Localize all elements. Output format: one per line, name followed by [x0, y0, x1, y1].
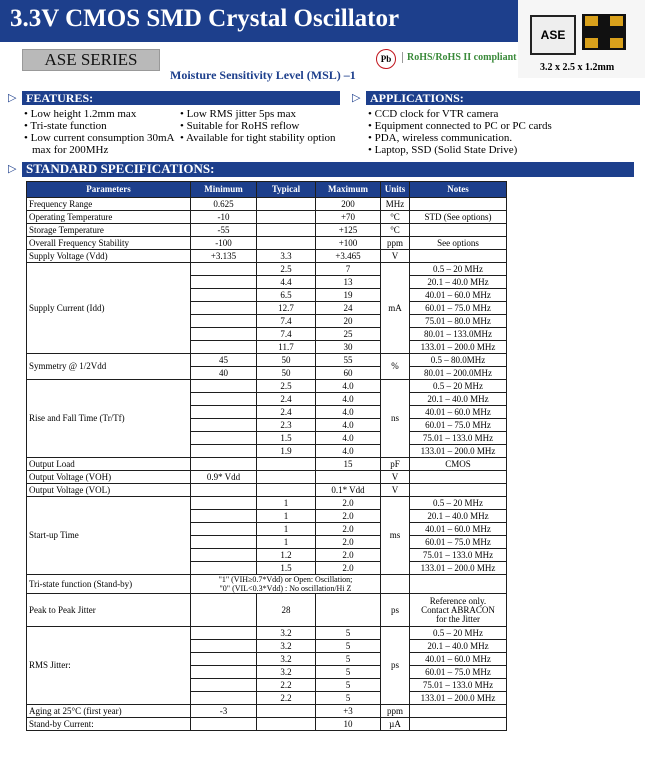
table-cell: 2.5	[257, 380, 316, 393]
table-cell	[191, 315, 257, 328]
table-cell: 30	[316, 341, 381, 354]
feature-item: • Low height 1.2mm max	[24, 108, 179, 120]
table-cell	[191, 289, 257, 302]
table-cell: °C	[381, 224, 410, 237]
param-name-cell: Output Load	[27, 458, 191, 471]
table-cell: 4.0	[316, 432, 381, 445]
table-cell	[257, 705, 316, 718]
table-cell: 1.9	[257, 445, 316, 458]
table-row	[27, 458, 507, 471]
table-cell	[257, 224, 316, 237]
feature-item: • Tri-state function	[24, 120, 179, 132]
param-name-cell: Peak to Peak Jitter	[27, 594, 191, 627]
table-cell: 60	[316, 367, 381, 380]
table-row	[27, 594, 507, 627]
table-cell	[191, 523, 257, 536]
table-cell	[191, 380, 257, 393]
table-cell	[257, 458, 316, 471]
table-cell: ppm	[381, 705, 410, 718]
specs-heading: STANDARD SPECIFICATIONS:	[22, 162, 634, 177]
application-item: • CCD clock for VTR camera	[368, 108, 638, 120]
table-row	[27, 497, 507, 510]
table-cell: µA	[381, 718, 410, 731]
table-header-row	[27, 182, 507, 198]
table-cell: 200	[316, 198, 381, 211]
col-header: Parameters	[27, 182, 191, 198]
note-cell: 133.01 – 200.0 MHz	[410, 562, 507, 575]
table-cell: 0.625	[191, 198, 257, 211]
table-row	[27, 575, 507, 594]
col-header: Notes	[410, 182, 507, 198]
table-cell: 3.3	[257, 250, 316, 263]
param-name-cell: RMS Jitter:	[27, 627, 191, 705]
table-cell: 1.5	[257, 562, 316, 575]
rohs-label: RoHS/RoHS II compliant	[402, 52, 516, 63]
table-cell	[191, 718, 257, 731]
note-cell: 75.01 – 80.0 MHz	[410, 315, 507, 328]
table-cell: 2.4	[257, 406, 316, 419]
note-cell: 75.01 – 133.0 MHz	[410, 432, 507, 445]
note-cell: 133.01 – 200.0 MHz	[410, 445, 507, 458]
arrow-right-icon: ▷	[8, 163, 17, 175]
table-cell	[191, 419, 257, 432]
table-cell: 1	[257, 510, 316, 523]
note-cell: 20.1 – 40.0 MHz	[410, 276, 507, 289]
table-cell	[191, 406, 257, 419]
feature-item: • Low current consumption 30mA max for 200MHz	[24, 132, 179, 156]
table-cell	[381, 575, 410, 594]
dimensions-label: 3.2 x 2.5 x 1.2mm	[540, 62, 615, 73]
unit-cell: %	[381, 354, 410, 380]
table-cell	[191, 594, 257, 627]
table-cell: 13	[316, 276, 381, 289]
table-cell: 12.7	[257, 302, 316, 315]
table-cell: 5	[316, 627, 381, 640]
table-cell: 3.2	[257, 666, 316, 679]
note-cell: 0.5 – 20 MHz	[410, 380, 507, 393]
table-cell: 2.4	[257, 393, 316, 406]
table-cell: 2.5	[257, 263, 316, 276]
table-cell: 2.0	[316, 497, 381, 510]
param-name-cell: Aging at 25°C (first year)	[27, 705, 191, 718]
table-cell	[191, 276, 257, 289]
col-header: Typical	[257, 182, 316, 198]
table-cell: 5	[316, 666, 381, 679]
table-cell: 10	[316, 718, 381, 731]
table-cell	[410, 250, 507, 263]
table-cell: -3	[191, 705, 257, 718]
applications-list	[368, 108, 638, 156]
application-item: • Equipment connected to PC or PC cards	[368, 120, 638, 132]
unit-cell: ps	[381, 627, 410, 705]
table-cell: 1	[257, 497, 316, 510]
unit-cell: mA	[381, 263, 410, 354]
note-cell: 80.01 – 133.0MHz	[410, 328, 507, 341]
table-row	[27, 380, 507, 393]
table-cell: 2.0	[316, 510, 381, 523]
series-label: ASE SERIES	[22, 49, 160, 71]
table-cell	[257, 237, 316, 250]
table-row	[27, 627, 507, 640]
table-row	[27, 237, 507, 250]
table-cell: 4.0	[316, 445, 381, 458]
note-cell: 40.01 – 60.0 MHz	[410, 653, 507, 666]
table-cell	[191, 302, 257, 315]
chip-marking: ASE	[530, 15, 576, 55]
table-cell: 7.4	[257, 315, 316, 328]
table-cell	[410, 705, 507, 718]
table-cell: 2.0	[316, 536, 381, 549]
note-cell: 40.01 – 60.0 MHz	[410, 289, 507, 302]
table-cell: 6.5	[257, 289, 316, 302]
table-cell	[191, 328, 257, 341]
table-cell	[191, 640, 257, 653]
table-cell: -55	[191, 224, 257, 237]
note-cell: 60.01 – 75.0 MHz	[410, 302, 507, 315]
table-cell	[191, 445, 257, 458]
table-cell: +3.135	[191, 250, 257, 263]
table-row	[27, 471, 507, 484]
table-cell	[191, 562, 257, 575]
table-cell: 50	[257, 367, 316, 380]
table-cell	[191, 497, 257, 510]
table-cell: 24	[316, 302, 381, 315]
lead-free-icon: Pb	[376, 49, 396, 69]
unit-cell: ms	[381, 497, 410, 575]
param-name-cell: Output Voltage (VOL)	[27, 484, 191, 497]
table-cell: +100	[316, 237, 381, 250]
table-cell: 55	[316, 354, 381, 367]
table-cell: 0.9* Vdd	[191, 471, 257, 484]
param-name-cell: Storage Temperature	[27, 224, 191, 237]
note-cell: 60.01 – 75.0 MHz	[410, 419, 507, 432]
table-cell: 2.0	[316, 523, 381, 536]
note-cell: 20.1 – 40.0 MHz	[410, 510, 507, 523]
table-cell	[191, 679, 257, 692]
table-cell: 50	[257, 354, 316, 367]
table-cell: 11.7	[257, 341, 316, 354]
table-cell: 45	[191, 354, 257, 367]
col-header: Minimum	[191, 182, 257, 198]
param-name-cell: Tri-state function (Stand-by)	[27, 575, 191, 594]
param-name-cell: Stand-by Current:	[27, 718, 191, 731]
table-cell: 3.2	[257, 640, 316, 653]
table-cell: See options	[410, 237, 507, 250]
table-cell	[191, 653, 257, 666]
table-cell: pF	[381, 458, 410, 471]
param-name-cell: Operating Temperature	[27, 211, 191, 224]
param-name-cell: Supply Current (Idd)	[27, 263, 191, 354]
table-row	[27, 705, 507, 718]
table-cell	[257, 484, 316, 497]
table-cell	[410, 718, 507, 731]
table-cell: STD (See options)	[410, 211, 507, 224]
table-row	[27, 250, 507, 263]
table-cell	[191, 536, 257, 549]
table-cell	[191, 432, 257, 445]
note-cell: 0.5 – 20 MHz	[410, 627, 507, 640]
table-row	[27, 198, 507, 211]
param-name-cell: Output Voltage (VOH)	[27, 471, 191, 484]
table-cell: 5	[316, 692, 381, 705]
arrow-right-icon: ▷	[352, 92, 361, 104]
note-cell: 40.01 – 60.0 MHz	[410, 406, 507, 419]
table-cell: V	[381, 250, 410, 263]
table-cell: -10	[191, 211, 257, 224]
table-cell: +3.465	[316, 250, 381, 263]
table-cell: 2.3	[257, 419, 316, 432]
table-cell	[191, 393, 257, 406]
table-cell: 4.4	[257, 276, 316, 289]
table-cell: 5	[316, 679, 381, 692]
table-cell: 3.2	[257, 627, 316, 640]
note-cell: 0.5 – 20 MHz	[410, 263, 507, 276]
table-cell	[257, 718, 316, 731]
table-cell	[191, 692, 257, 705]
table-cell: 4.0	[316, 380, 381, 393]
table-row	[27, 263, 507, 276]
table-cell: 4.0	[316, 406, 381, 419]
table-cell	[191, 458, 257, 471]
table-cell: 7	[316, 263, 381, 276]
col-header: Maximum	[316, 182, 381, 198]
table-cell	[410, 198, 507, 211]
table-cell: +3	[316, 705, 381, 718]
tristate-cell: "1" (VIH≥0.7*Vdd) or Open: Oscillation; "0" (VIL<0.3*Vdd) : No oscillation/Hi Z	[191, 575, 381, 594]
table-cell	[191, 666, 257, 679]
table-cell: 1	[257, 523, 316, 536]
unit-cell: ns	[381, 380, 410, 458]
feature-item: • Suitable for RoHS reflow	[180, 120, 350, 132]
table-cell: ppm	[381, 237, 410, 250]
table-cell: 4.0	[316, 393, 381, 406]
table-cell	[257, 211, 316, 224]
param-name-cell: Supply Voltage (Vdd)	[27, 250, 191, 263]
note-cell: 60.01 – 75.0 MHz	[410, 666, 507, 679]
table-cell: 1	[257, 536, 316, 549]
table-cell	[410, 224, 507, 237]
table-cell: 1.5	[257, 432, 316, 445]
param-name-cell: Start-up Time	[27, 497, 191, 575]
note-cell: 20.1 – 40.0 MHz	[410, 640, 507, 653]
table-cell: 5	[316, 640, 381, 653]
features-list-left	[24, 108, 179, 156]
application-item: • Laptop, SSD (Solid State Drive)	[368, 144, 638, 156]
table-cell: 40	[191, 367, 257, 380]
table-cell: 15	[316, 458, 381, 471]
table-row	[27, 211, 507, 224]
table-cell: 1.2	[257, 549, 316, 562]
msl-text: Moisture Sensitivity Level (MSL) –1	[170, 68, 356, 82]
table-cell: -100	[191, 237, 257, 250]
table-cell: V	[381, 484, 410, 497]
unit-cell: ps	[381, 594, 410, 627]
table-row	[27, 484, 507, 497]
table-cell: 3.2	[257, 653, 316, 666]
table-cell	[191, 341, 257, 354]
note-cell: 40.01 – 60.0 MHz	[410, 523, 507, 536]
table-cell: 28	[257, 594, 316, 627]
note-cell: 20.1 – 40.0 MHz	[410, 393, 507, 406]
table-cell	[191, 549, 257, 562]
spec-table	[26, 181, 507, 731]
table-cell: +125	[316, 224, 381, 237]
table-cell: 2.0	[316, 549, 381, 562]
title-banner	[0, 0, 518, 42]
applications-heading: APPLICATIONS:	[366, 91, 640, 105]
table-cell: CMOS	[410, 458, 507, 471]
table-cell	[410, 471, 507, 484]
table-cell	[410, 484, 507, 497]
table-cell: +70	[316, 211, 381, 224]
crystal-chip-icon	[580, 12, 628, 52]
table-cell	[316, 471, 381, 484]
col-header: Units	[381, 182, 410, 198]
table-cell	[316, 594, 381, 627]
table-row	[27, 224, 507, 237]
table-cell	[191, 627, 257, 640]
table-cell: 5	[316, 653, 381, 666]
table-cell: 2.2	[257, 692, 316, 705]
table-cell: MHz	[381, 198, 410, 211]
table-cell: 2.0	[316, 562, 381, 575]
note-cell: 0.5 – 80.0MHz	[410, 354, 507, 367]
table-cell	[410, 575, 507, 594]
table-cell: 25	[316, 328, 381, 341]
note-cell: 75.01 – 133.0 MHz	[410, 549, 507, 562]
note-cell: 0.5 – 20 MHz	[410, 497, 507, 510]
table-cell	[191, 484, 257, 497]
table-cell: V	[381, 471, 410, 484]
table-row	[27, 718, 507, 731]
feature-item: • Low RMS jitter 5ps max	[180, 108, 350, 120]
table-cell: 2.2	[257, 679, 316, 692]
note-cell: 133.01 – 200.0 MHz	[410, 341, 507, 354]
table-cell: °C	[381, 211, 410, 224]
table-cell: 20	[316, 315, 381, 328]
note-cell: 80.01 – 200.0MHz	[410, 367, 507, 380]
arrow-right-icon: ▷	[8, 92, 17, 104]
note-cell: 133.01 – 200.0 MHz	[410, 692, 507, 705]
table-cell	[191, 263, 257, 276]
param-name-cell: Overall Frequency Stability	[27, 237, 191, 250]
table-cell	[257, 471, 316, 484]
application-item: • PDA, wireless communication.	[368, 132, 638, 144]
table-cell	[191, 510, 257, 523]
table-cell: 0.1* Vdd	[316, 484, 381, 497]
table-cell: 19	[316, 289, 381, 302]
features-heading: FEATURES:	[22, 91, 340, 105]
features-list-right	[180, 108, 350, 144]
param-name-cell: Symmetry @ 1/2Vdd	[27, 354, 191, 380]
param-name-cell: Rise and Fall Time (Tr/Tf)	[27, 380, 191, 458]
note-cell: 75.01 – 133.0 MHz	[410, 679, 507, 692]
table-cell	[257, 198, 316, 211]
table-cell: 4.0	[316, 419, 381, 432]
param-name-cell: Frequency Range	[27, 198, 191, 211]
note-cell: 60.01 – 75.0 MHz	[410, 536, 507, 549]
table-row	[27, 354, 507, 367]
note-cell: Reference only. Contact ABRACON for the Jitter	[410, 594, 507, 627]
page-title: 3.3V CMOS SMD Crystal Oscillator	[10, 5, 400, 32]
feature-item: • Available for tight stability option	[180, 132, 350, 144]
table-cell: 7.4	[257, 328, 316, 341]
